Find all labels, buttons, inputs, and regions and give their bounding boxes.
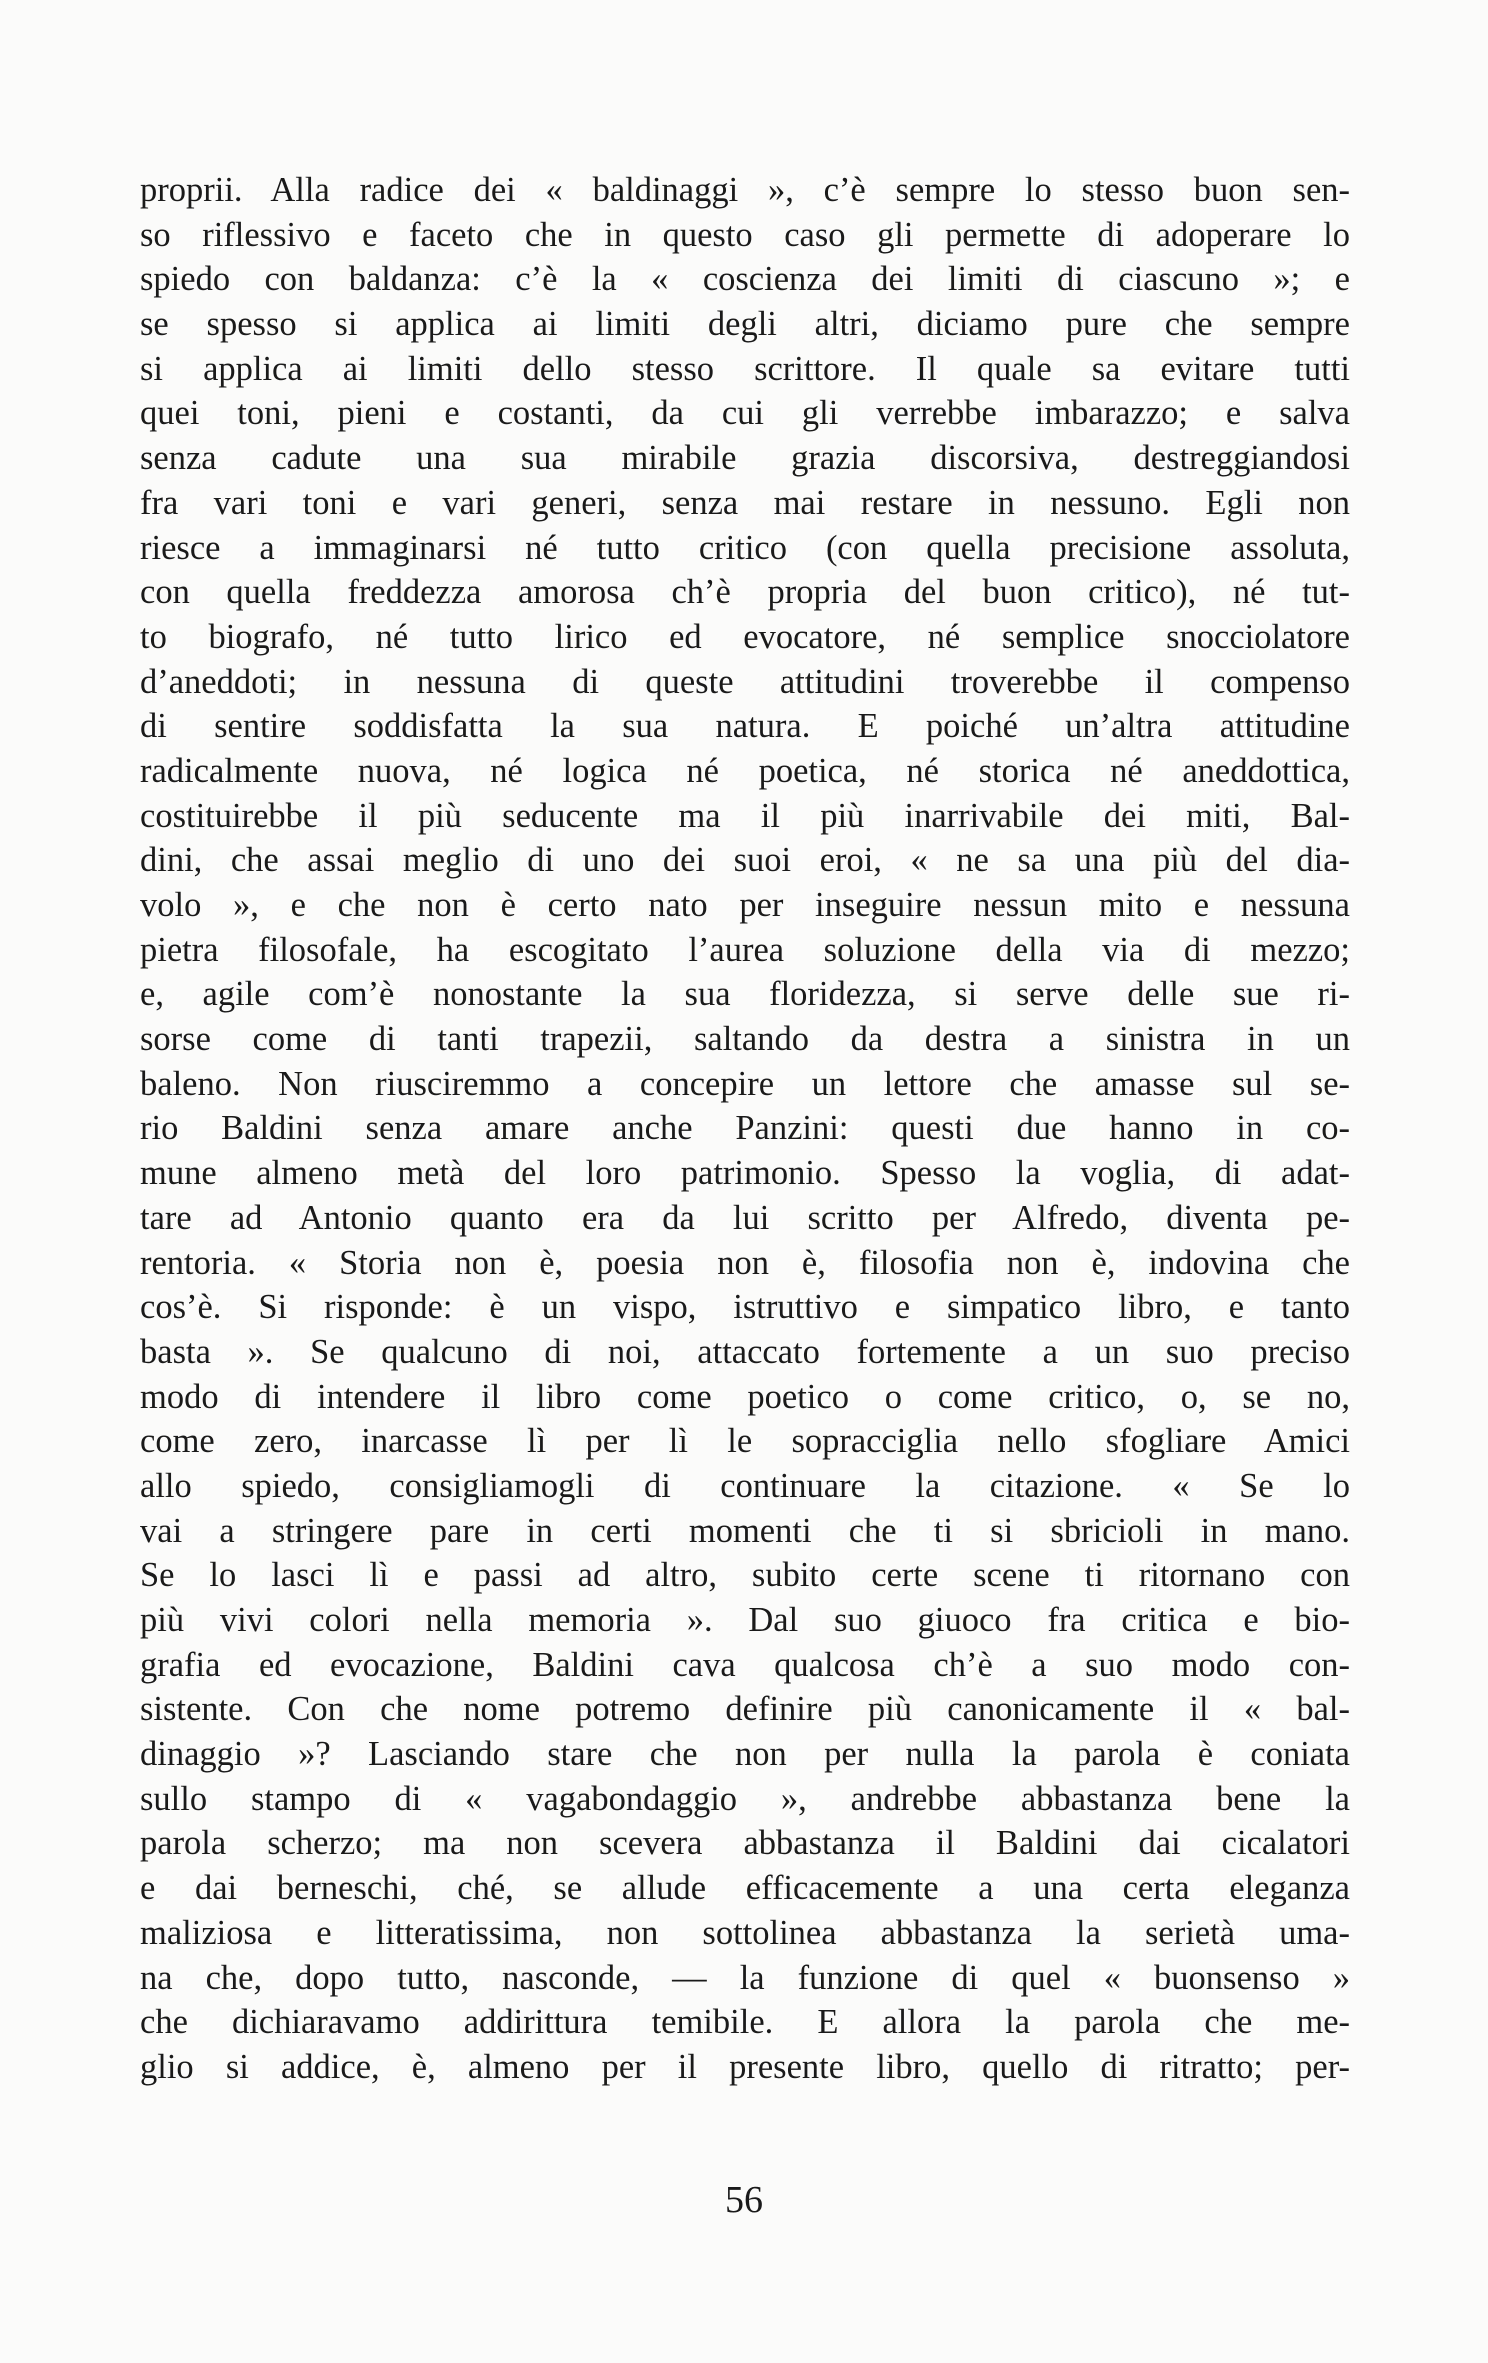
text-line: tare ad Antonio quanto era da lui scritto per Alfredo, diventa pe- bbox=[140, 1198, 1350, 1237]
text-line: si applica ai limiti dello stesso scrittore. Il quale sa evitare tutti bbox=[140, 349, 1350, 388]
text-line: che dichiaravamo addirittura temibile. E allora la parola che me- bbox=[140, 2003, 1350, 2042]
text-line: dini, che assai meglio di uno dei suoi eroi, « ne sa una più del dia- bbox=[140, 841, 1350, 880]
text-line: basta ». Se qualcuno di noi, attaccato fortemente a un suo preciso bbox=[140, 1332, 1350, 1371]
text-line: volo », e che non è certo nato per inseguire nessun mito e nessuna bbox=[140, 886, 1350, 924]
text-line: rentoria. « Storia non è, poesia non è, filosofia non è, indovina che bbox=[140, 1243, 1350, 1282]
text-line: senza cadute una sua mirabile grazia discorsiva, destreggiandosi bbox=[140, 439, 1350, 478]
text-line: di sentire soddisfatta la sua natura. E poiché un’altra attitudine bbox=[140, 707, 1350, 746]
text-line: parola scherzo; ma non scevera abbastanza il Baldini dai cicalatori bbox=[140, 1824, 1350, 1863]
text-line: mune almeno metà del loro patrimonio. Spesso la voglia, di adat- bbox=[140, 1154, 1350, 1193]
text-line: con quella freddezza amorosa ch’è propria del buon critico), né tut- bbox=[140, 573, 1350, 612]
text-line: maliziosa e litteratissima, non sottolinea abbastanza la serietà uma- bbox=[140, 1913, 1350, 1952]
text-line: na che, dopo tutto, nasconde, — la funzione di quel « buonsenso » bbox=[140, 1958, 1350, 1997]
text-line: se spesso si applica ai limiti degli altri, diciamo pure che sempre bbox=[140, 305, 1350, 344]
page-number: 56 bbox=[725, 2179, 763, 2221]
body-text bbox=[140, 168, 1350, 2090]
text-line: costituirebbe il più seducente ma il più inarrivabile dei miti, Bal- bbox=[140, 796, 1350, 835]
text-line: d’aneddoti; in nessuna di queste attitudini troverebbe il compenso bbox=[140, 662, 1350, 701]
text-line: quei toni, pieni e costanti, da cui gli verrebbe imbarazzo; e salva bbox=[140, 394, 1350, 433]
text-line: sorse come di tanti trapezii, saltando da destra a sinistra in un bbox=[140, 1020, 1350, 1059]
text-line: spiedo con baldanza: c’è la « coscienza dei limiti di ciascuno »; e bbox=[140, 260, 1350, 299]
text-line: modo di intendere il libro come poetico o come critico, o, se no, bbox=[140, 1377, 1350, 1416]
text-line: allo spiedo, consigliamogli di continuare la citazione. « Se lo bbox=[140, 1466, 1350, 1505]
text-line: pietra filosofale, ha escogitato l’aurea soluzione della via di mezzo; bbox=[140, 930, 1350, 969]
text-line: sullo stampo di « vagabondaggio », andrebbe abbastanza bene la bbox=[140, 1779, 1350, 1818]
text-line: grafia ed evocazione, Baldini cava qualcosa ch’è a suo modo con- bbox=[140, 1645, 1350, 1684]
text-line: come zero, inarcasse lì per lì le sopracciglia nello sfogliare Amici bbox=[140, 1422, 1350, 1461]
text-line: rio Baldini senza amare anche Panzini: questi due hanno in co- bbox=[140, 1109, 1350, 1148]
text-line: proprii. Alla radice dei « baldinaggi », c’è sempre lo stesso buon sen- bbox=[140, 171, 1350, 209]
text-line: riesce a immaginarsi né tutto critico (con quella precisione assoluta, bbox=[140, 528, 1350, 567]
text-line: dinaggio »? Lasciando stare che non per nulla la parola è coniata bbox=[140, 1735, 1350, 1774]
text-line: sistente. Con che nome potremo definire più canonicamente il « bal- bbox=[140, 1690, 1350, 1729]
text-line: e dai berneschi, ché, se allude efficacemente a una certa eleganza bbox=[140, 1869, 1350, 1908]
text-line: fra vari toni e vari generi, senza mai restare in nessuno. Egli non bbox=[140, 483, 1350, 522]
text-line: baleno. Non riusciremmo a concepire un lettore che amasse sul se- bbox=[140, 1064, 1350, 1103]
text-line: to biografo, né tutto lirico ed evocatore, né semplice snocciolatore bbox=[140, 617, 1350, 656]
text-line: e, agile com’è nonostante la sua floridezza, si serve delle sue ri- bbox=[140, 975, 1350, 1014]
text-line: più vivi colori nella memoria ». Dal suo giuoco fra critica e bio- bbox=[140, 1601, 1350, 1639]
text-line: radicalmente nuova, né logica né poetica, né storica né aneddottica, bbox=[140, 751, 1350, 790]
text-line: glio si addice, è, almeno per il presente libro, quello di ritratto; per- bbox=[140, 2047, 1350, 2086]
text-line: vai a stringere pare in certi momenti che ti si sbricioli in mano. bbox=[140, 1511, 1350, 1550]
text-line: so riflessivo e faceto che in questo caso gli permette di adoperare lo bbox=[140, 215, 1350, 254]
text-line: cos’è. Si risponde: è un vispo, istruttivo e simpatico libro, e tanto bbox=[140, 1288, 1350, 1327]
text-line: Se lo lasci lì e passi ad altro, subito certe scene ti ritornano con bbox=[140, 1556, 1350, 1595]
